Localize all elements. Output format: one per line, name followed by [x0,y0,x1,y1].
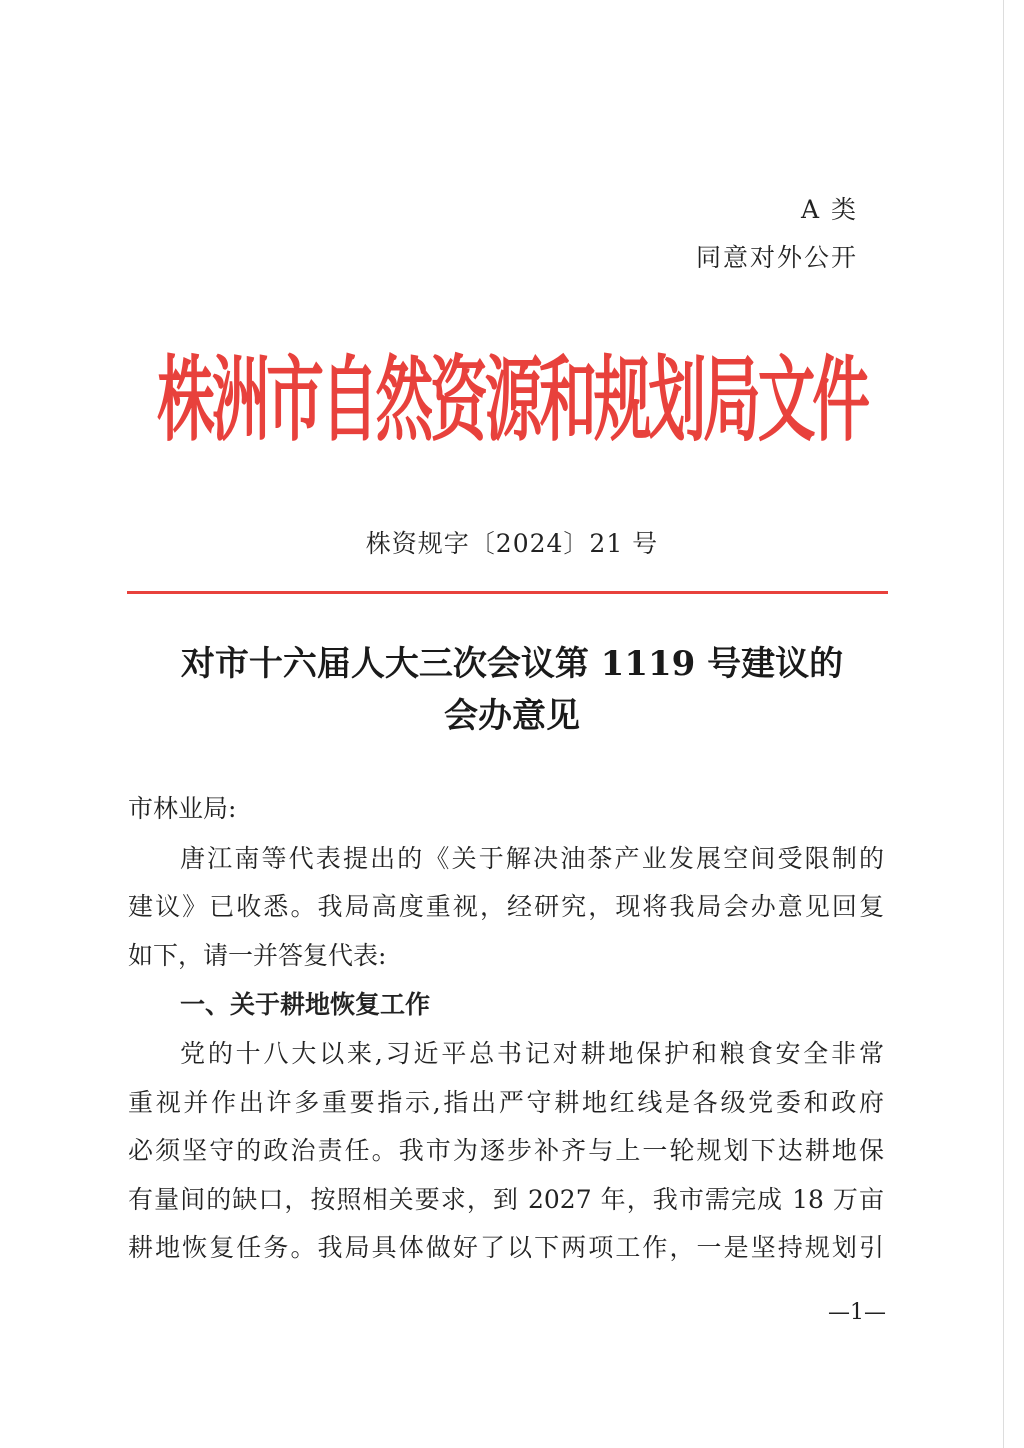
body-line: 耕地恢复任务。我局具体做好了以下两项工作，一是坚持规划引 [128,1233,884,1262]
section-heading: 一、关于耕地恢复工作 [180,990,431,1019]
document-number: 株资规字〔2024〕21 号 [365,529,659,558]
page-number: —1— [828,1300,886,1325]
scan-edge [1003,0,1004,1448]
issuer-header [0,340,1024,455]
issuer-name: 株洲市自然资源和规划局文件 [157,346,867,455]
disclosure-label: 同意对外公开 [695,243,858,272]
body-line: 必须坚守的政治责任。我市为逐步补齐与上一轮规划下达耕地保 [128,1136,884,1165]
body-line: 建议》已收悉。我局高度重视，经研究，现将我局会办意见回复 [128,892,884,921]
body-line: 党的十八大以来,习近平总书记对耕地保护和粮食安全非常 [180,1039,884,1068]
document-title-line1: 对市十六届人大三次会议第 1119 号建议的 [180,644,844,684]
addressee: 市林业局: [128,794,237,823]
document-title-line2: 会办意见 [444,696,580,736]
classification-label: A 类 [800,195,858,224]
body-line: 如下，请一并答复代表: [128,941,387,970]
body-line: 重视并作出许多重要指示,指出严守耕地红线是各级党委和政府 [128,1088,884,1117]
body-line: 唐江南等代表提出的《关于解决油茶产业发展空间受限制的 [180,844,884,873]
body-line: 有量间的缺口，按照相关要求，到 2027 年，我市需完成 18 万亩 [128,1185,884,1214]
red-divider [127,591,888,594]
